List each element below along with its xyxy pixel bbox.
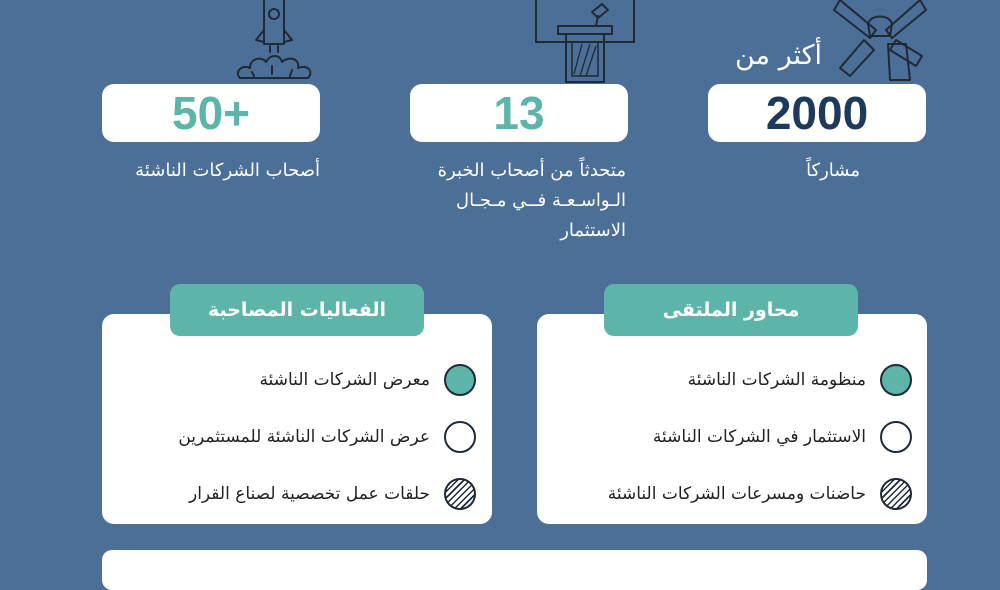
topics-panel-title: محاور الملتقى (604, 284, 858, 336)
bottom-panel (102, 550, 927, 590)
hatched-bullet-icon (444, 478, 476, 510)
stat-speakers-description: متحدثاً من أصحاب الخبرة الـواسـعـة فــي مـجـال الاستثمار (437, 160, 626, 241)
stat-participants-description: مشاركاً (806, 160, 860, 181)
events-panel-title: الفعاليات المصاحبة (170, 284, 424, 336)
stat-participants-value: 2000 (765, 87, 869, 139)
hatched-bullet-icon (880, 478, 912, 510)
stat-participants-prefix: أكثر من (735, 40, 822, 71)
events-item-2: عرض الشركات الناشئة للمستثمرين (178, 417, 476, 457)
teal-bullet-icon (880, 364, 912, 396)
stat-startups-value-box (102, 84, 320, 142)
topics-item-1: منظومة الشركات الناشئة (688, 360, 912, 400)
topics-item-3: حاضنات ومسرعات الشركات الناشئة (608, 474, 912, 514)
events-item-1: معرض الشركات الناشئة (260, 360, 476, 400)
stat-startups-description: أصحاب الشركات الناشئة (135, 160, 320, 181)
stat-speakers-value-box (410, 84, 628, 142)
stat-startups-value: 50+ (171, 87, 251, 139)
stat-speakers-value: 13 (493, 87, 545, 139)
rocket-icon (232, 0, 316, 84)
podium-icon (530, 0, 640, 84)
topics-item-2: الاستثمار في الشركات الناشئة (653, 417, 912, 457)
team-hands-icon (830, 0, 930, 84)
white-bullet-icon (880, 421, 912, 453)
teal-bullet-icon (444, 364, 476, 396)
stat-participants-value-box (708, 84, 926, 142)
white-bullet-icon (444, 421, 476, 453)
events-item-3: حلقات عمل تخصصية لصناع القرار (189, 474, 476, 514)
